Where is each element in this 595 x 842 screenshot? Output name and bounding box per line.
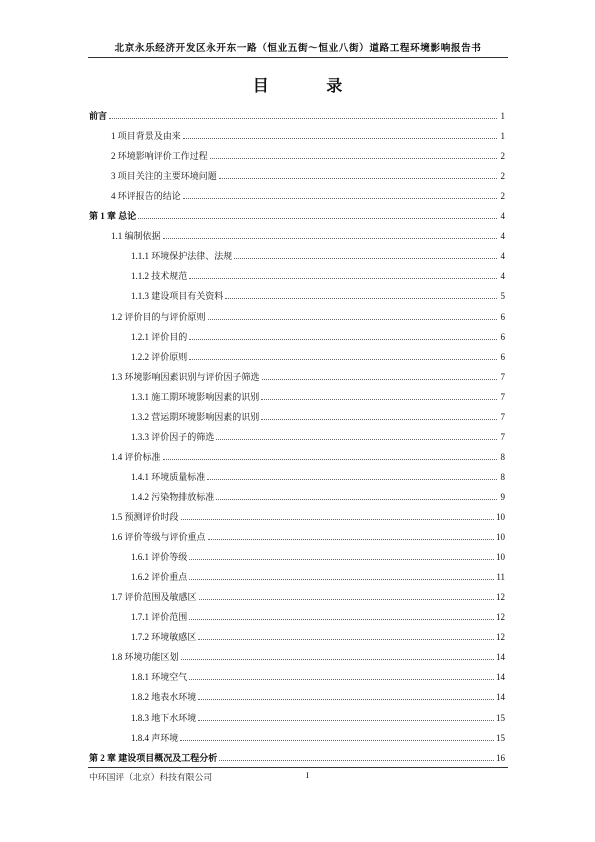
- toc-leader-dots: [261, 399, 497, 400]
- toc-leader-dots: [210, 158, 497, 159]
- running-header: 北京永乐经济开发区永开东一路（恒业五街～恒业八街）道路工程环境影响报告书: [114, 43, 482, 54]
- toc-entry[interactable]: [89, 509, 505, 523]
- toc-entry-page: 7: [500, 391, 505, 402]
- toc-entry[interactable]: [89, 589, 505, 603]
- toc-entry[interactable]: [89, 529, 505, 543]
- toc-entry-label: 3 项目关注的主要环境问题: [111, 171, 217, 182]
- toc-entry[interactable]: [89, 389, 505, 403]
- toc-entry-label: 1.4.2 污染物排放标准: [131, 491, 215, 502]
- toc-entry-page: 4: [500, 231, 505, 242]
- toc-entry-page: 5: [500, 291, 505, 302]
- toc-entry-page: 7: [500, 371, 505, 382]
- toc-leader-dots: [198, 720, 494, 721]
- toc-entry[interactable]: [89, 569, 505, 583]
- toc-entry-page: 10: [496, 532, 505, 543]
- toc-entry[interactable]: [89, 349, 505, 363]
- toc-leader-dots: [198, 639, 494, 640]
- toc-entry-label: 1.7 评价范围及敏感区: [111, 592, 197, 603]
- toc-entry-page: 9: [500, 491, 505, 502]
- toc-entry[interactable]: [89, 409, 505, 423]
- toc-entry-label: 4 环评报告的结论: [111, 191, 181, 202]
- toc-entry[interactable]: [89, 609, 505, 623]
- toc-entry-label: 1.2.2 评价原则: [131, 351, 188, 362]
- toc-leader-dots: [216, 499, 497, 500]
- toc-leader-dots: [189, 559, 494, 560]
- toc-entry-label: 2 环境影响评价工作过程: [111, 151, 208, 162]
- toc-leader-dots: [181, 659, 494, 660]
- toc-entry[interactable]: [89, 228, 505, 242]
- toc-entry[interactable]: [89, 208, 505, 222]
- toc-entry-page: 16: [496, 752, 505, 763]
- toc-entry-label: 1.3.3 评价因子的筛选: [131, 431, 215, 442]
- toc-entry-label: 1.7.1 评价范围: [131, 612, 188, 623]
- toc-leader-dots: [208, 319, 497, 320]
- toc-entry-page: 2: [500, 191, 505, 202]
- toc-leader-dots: [183, 198, 497, 199]
- toc-entry[interactable]: [89, 188, 505, 202]
- toc-entry[interactable]: [89, 669, 505, 683]
- toc-entry-label: 1.2.1 评价目的: [131, 331, 188, 342]
- toc-leader-dots: [216, 439, 497, 440]
- toc-entry-page: 15: [496, 732, 505, 743]
- toc-entry-label: 1.3.1 施工期环境影响因素的识别: [131, 391, 260, 402]
- toc-entry-label: 1.7.2 环境敏感区: [131, 632, 197, 643]
- toc-entry-label: 1.4.1 环境质量标准: [131, 471, 206, 482]
- toc-entry-label: 1.1.3 建设项目有关资料: [131, 291, 224, 302]
- toc-entry-page: 10: [496, 512, 505, 522]
- toc-entry[interactable]: [89, 148, 505, 162]
- toc-leader-dots: [198, 699, 494, 700]
- toc-leader-dots: [189, 679, 494, 680]
- toc-entry[interactable]: [89, 750, 505, 764]
- toc-leader-dots: [163, 238, 497, 239]
- toc-entry-page: 6: [500, 351, 505, 362]
- toc-entry-page: 12: [496, 592, 505, 603]
- toc-leader-dots: [207, 479, 497, 480]
- toc-entry[interactable]: [89, 369, 505, 383]
- toc-entry-label: 1.1 编制依据: [111, 231, 161, 242]
- toc-entry-page: 15: [496, 712, 505, 723]
- toc-entry[interactable]: [89, 168, 505, 182]
- toc-leader-dots: [163, 459, 497, 460]
- toc-leader-dots: [109, 118, 497, 119]
- toc-entry-page: 2: [500, 151, 505, 162]
- toc-leader-dots: [234, 258, 497, 259]
- toc-leader-dots: [189, 359, 497, 360]
- toc-leader-dots: [208, 539, 494, 540]
- toc-entry-page: 7: [500, 411, 505, 422]
- toc-entry-page: 4: [500, 271, 505, 282]
- toc-entry-label: 1.5 预测评价时段: [111, 512, 179, 522]
- toc-entry-label: 1.3 环境影响因素识别与评价因子筛选: [111, 371, 260, 382]
- toc-entry[interactable]: [89, 469, 505, 483]
- toc-entry-page: 14: [496, 692, 505, 703]
- toc-entry[interactable]: [89, 549, 505, 563]
- toc-entry[interactable]: [89, 449, 505, 463]
- toc-entry-label: 1.1.2 技术规范: [131, 271, 188, 282]
- toc-entry-label: 1.6.1 评价等级: [131, 552, 188, 563]
- toc-entry-page: 7: [500, 431, 505, 442]
- footer-divider: [88, 767, 508, 768]
- toc-entry-label: 1.1.1 环境保护法律、法规: [131, 251, 233, 262]
- toc-leader-dots: [138, 218, 497, 219]
- toc-entry[interactable]: [89, 489, 505, 503]
- toc-entry-label: 1.4 评价标准: [111, 451, 161, 462]
- toc-entry[interactable]: [89, 268, 505, 282]
- toc-entry-label: 1.3.2 营运期环境影响因素的识别: [131, 411, 260, 422]
- toc-entry-page: 6: [500, 331, 505, 342]
- toc-entry-label: 1 项目背景及由来: [111, 131, 181, 142]
- toc-entry-page: 6: [500, 311, 505, 322]
- toc-entry[interactable]: [89, 710, 505, 724]
- toc-entry-label: 1.2 评价目的与评价原则: [111, 311, 206, 322]
- toc-leader-dots: [183, 138, 497, 139]
- toc-entry[interactable]: [89, 629, 505, 643]
- toc-entry-label: 1.8.2 地表水环境: [131, 692, 197, 703]
- toc-leader-dots: [189, 339, 497, 340]
- toc-entry-label: 第 1 章 总论: [89, 211, 137, 222]
- toc-entry-page: 8: [500, 471, 505, 482]
- page-title: 目 录: [252, 76, 369, 95]
- toc-entry[interactable]: [89, 108, 505, 122]
- toc-entry[interactable]: [89, 329, 505, 343]
- toc-leader-dots: [219, 760, 494, 761]
- toc-entry-page: 8: [500, 451, 505, 462]
- toc-entry-label: 1.8.3 地下水环境: [131, 712, 197, 723]
- toc-leader-dots: [180, 740, 494, 741]
- toc-leader-dots: [189, 619, 494, 620]
- toc-entry[interactable]: [89, 730, 505, 744]
- toc-entry-page: 1: [500, 131, 505, 142]
- toc-entry-label: 1.8.4 声环境: [131, 732, 179, 743]
- toc-leader-dots: [225, 298, 497, 299]
- toc-leader-dots: [199, 599, 494, 600]
- toc-entry-label: 1.8 环境功能区划: [111, 652, 179, 663]
- toc-entry[interactable]: [89, 429, 505, 443]
- toc-leader-dots: [181, 519, 494, 520]
- toc-entry-page: 12: [496, 632, 505, 643]
- header-divider: [88, 57, 508, 58]
- toc-entry[interactable]: [89, 309, 505, 323]
- toc-entry-page: 4: [500, 211, 505, 222]
- toc-entry-page: 14: [496, 652, 505, 663]
- toc-entry[interactable]: [89, 128, 505, 142]
- toc-leader-dots: [189, 579, 494, 580]
- toc-entry-page: 2: [500, 171, 505, 182]
- toc-leader-dots: [262, 379, 497, 380]
- toc-entry-page: 4: [500, 251, 505, 262]
- toc-leader-dots: [261, 419, 497, 420]
- toc-entry[interactable]: [89, 288, 505, 302]
- toc-entry-page: 1: [500, 111, 505, 121]
- toc-entry-page: 12: [496, 612, 505, 623]
- toc-entry-page: 10: [496, 552, 505, 563]
- toc-entry-label: 前言: [89, 111, 108, 121]
- toc-entry-label: 第 2 章 建设项目概况及工程分析: [89, 752, 218, 763]
- toc-entry-label: 1.6.2 评价重点: [131, 572, 188, 583]
- toc-entry[interactable]: [89, 248, 505, 262]
- toc-entry[interactable]: [89, 689, 505, 703]
- toc-entry[interactable]: [89, 649, 505, 663]
- toc-entry-page: 11: [496, 572, 505, 583]
- footer-company: 中环国评（北京）科技有限公司: [89, 772, 213, 782]
- toc-leader-dots: [219, 178, 497, 179]
- footer-page-number: I: [306, 770, 309, 780]
- toc-entry-label: 1.8.1 环境空气: [131, 672, 188, 683]
- toc-entry-label: 1.6 评价等级与评价重点: [111, 532, 206, 543]
- toc-entry-page: 14: [496, 672, 505, 683]
- toc-leader-dots: [189, 278, 497, 279]
